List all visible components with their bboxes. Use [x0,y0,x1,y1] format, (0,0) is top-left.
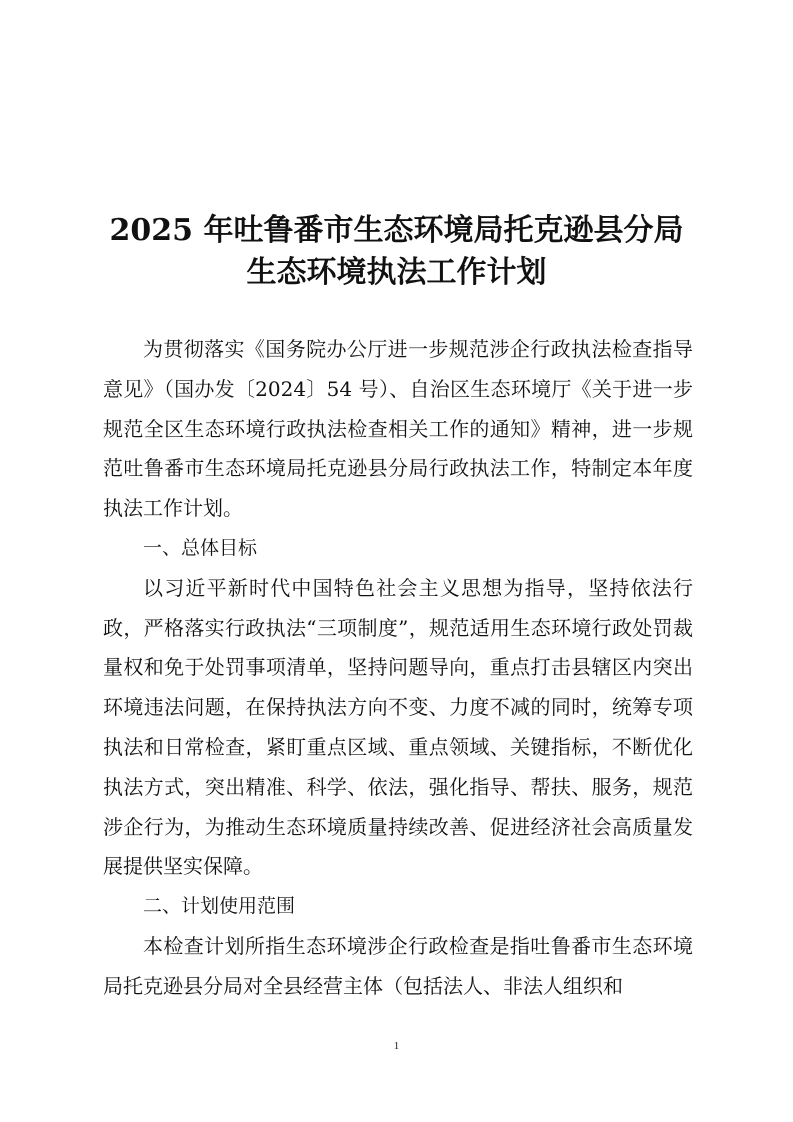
scope-paragraph: 本检查计划所指生态环境涉企行政检查是指吐鲁番市生态环境局托克逊县分局对全县经营主体（包括法人、非法人组织和 [103,933,693,998]
document-title [0,210,793,294]
section-heading-scope: 二、计划使用范围 [143,895,296,918]
title-line-1: 2025 年吐鲁番市生态环境局托克逊县分局 [109,213,684,248]
page-number: 1 [393,1040,400,1052]
intro-paragraph: 为贯彻落实《国务院办公厅进一步规范涉企行政执法检查指导意见》（国办发〔2024〕54 号）、自治区生态环境厅《关于进一步规范全区生态环境行政执法检查相关工作的通知》精神，进一步规范吐鲁番市生态环境局托克逊县分局行政执法工作，特制定本年度执法工作计划。 [103,337,693,521]
overall-goal-paragraph: 以习近平新时代中国特色社会主义思想为指导，坚持依法行政，严格落实行政执法“三项制度”，规范适用生态环境行政处罚裁量权和免于处罚事项清单，坚持问题导向，重点打击县辖区内突出环境违法问题，在保持执法方向不变、力度不减的同时，统筹专项执法和日常检查，紧盯重点区域、重点领域、关键指标，不断优化执法方式，突出精准、科学、依法，强化指导、帮扶、服务，规范涉企行为，为推动生态环境质量持续改善、促进经济社会高质量发展提供坚实保障。 [103,575,693,879]
title-line-2: 生态环境执法工作计划 [246,255,547,290]
section-heading-overall-goal: 一、总体目标 [143,536,258,559]
document-body [103,330,693,1007]
